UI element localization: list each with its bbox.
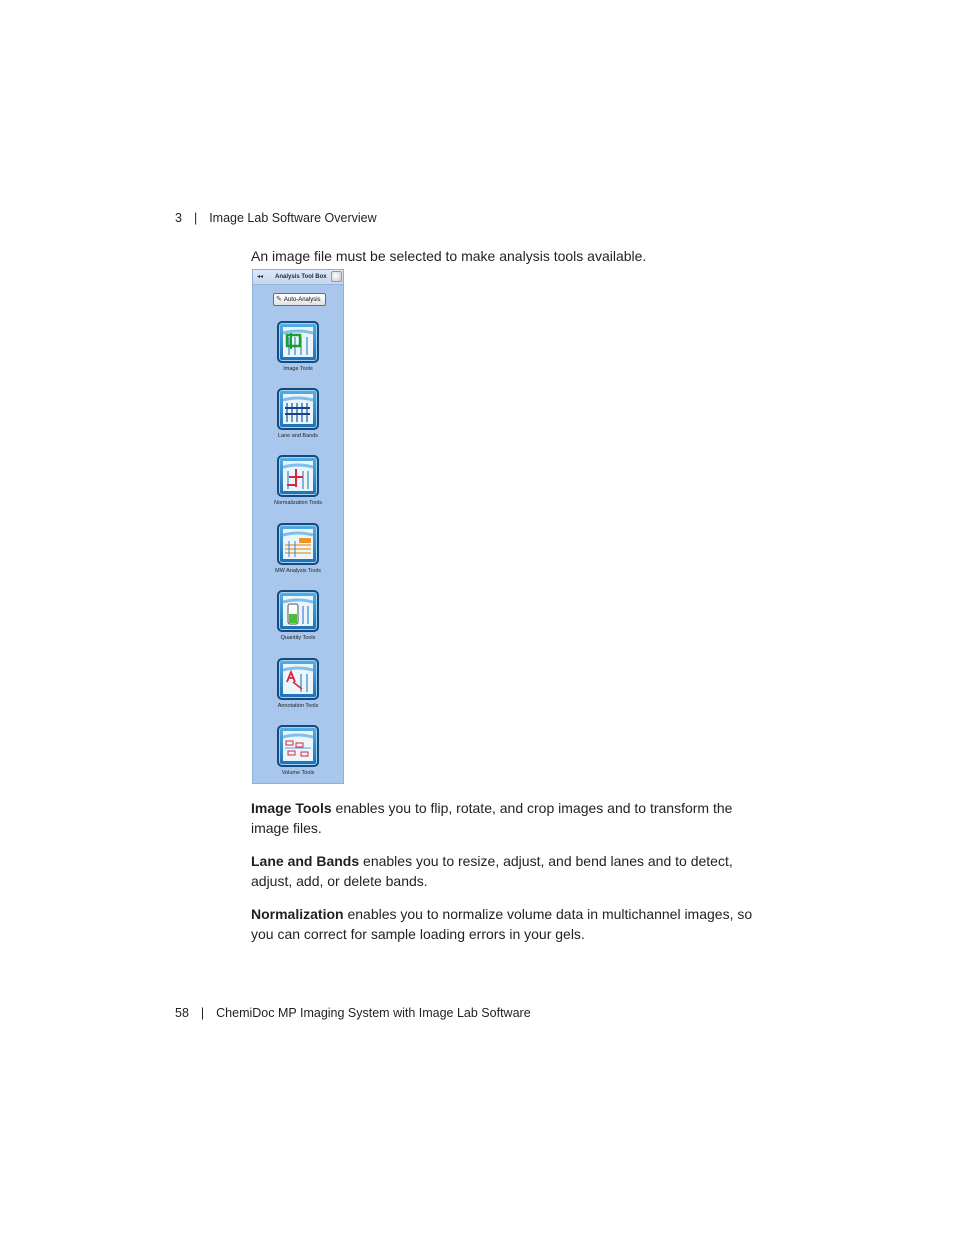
tool-label: Lane and Bands bbox=[277, 433, 319, 439]
tool-mw-analysis[interactable] bbox=[253, 523, 343, 583]
book-title: ChemiDoc MP Imaging System with Image Lab Software bbox=[216, 1006, 531, 1020]
wand-icon: ✎ bbox=[276, 296, 282, 303]
volume-icon bbox=[277, 725, 319, 767]
running-header bbox=[175, 211, 377, 225]
tool-label: MW Analysis Tools bbox=[275, 568, 321, 574]
separator: | bbox=[200, 1006, 205, 1020]
image-tools-icon bbox=[277, 321, 319, 363]
pin-icon[interactable] bbox=[331, 271, 342, 282]
running-footer bbox=[175, 1006, 531, 1020]
paragraph-lane-and-bands bbox=[251, 851, 771, 891]
toolbox-title: Analysis Tool Box bbox=[275, 274, 327, 280]
tool-quantity[interactable] bbox=[253, 590, 343, 650]
collapse-icon[interactable]: ◂◂ bbox=[257, 274, 264, 280]
auto-analysis-label: Auto-Analysis bbox=[283, 297, 321, 303]
description: enables you to normalize volume data in multichannel images, so you can correct for sample loading errors in your gels. bbox=[251, 906, 753, 942]
separator: | bbox=[193, 211, 198, 225]
tool-volume[interactable] bbox=[253, 725, 343, 785]
description: enables you to resize, adjust, and bend lanes and to detect, adjust, add, or delete bands. bbox=[251, 853, 733, 889]
toolbox-header bbox=[253, 270, 343, 285]
tool-lane-and-bands[interactable] bbox=[253, 388, 343, 448]
analysis-tool-box bbox=[252, 269, 344, 784]
lane-bands-icon bbox=[277, 388, 319, 430]
tool-label: Normalization Tools bbox=[274, 500, 322, 506]
normalization-icon bbox=[277, 455, 319, 497]
term: Lane and Bands bbox=[251, 853, 360, 869]
tool-annotation[interactable] bbox=[253, 658, 343, 718]
term: Image Tools bbox=[251, 800, 332, 816]
annotation-icon bbox=[277, 658, 319, 700]
quantity-icon bbox=[277, 590, 319, 632]
section-title: Image Lab Software Overview bbox=[209, 211, 377, 225]
mw-analysis-icon bbox=[277, 523, 319, 565]
paragraph-image-tools bbox=[251, 798, 771, 838]
paragraph-normalization bbox=[251, 904, 771, 944]
tool-label: Quantity Tools bbox=[280, 635, 316, 641]
tool-label: Annotation Tools bbox=[277, 703, 319, 709]
intro-text: An image file must be selected to make analysis tools available. bbox=[251, 248, 647, 264]
auto-analysis-button[interactable] bbox=[273, 293, 326, 306]
chapter-number: 3 bbox=[175, 211, 182, 225]
page-number: 58 bbox=[175, 1006, 189, 1020]
tool-label: Image Tools bbox=[283, 366, 313, 372]
term: Normalization bbox=[251, 906, 344, 922]
tool-label: Volume Tools bbox=[281, 770, 315, 776]
description: enables you to flip, rotate, and crop images and to transform the image files. bbox=[251, 800, 733, 836]
tool-image-tools[interactable] bbox=[253, 321, 343, 381]
tool-normalization[interactable] bbox=[253, 455, 343, 515]
